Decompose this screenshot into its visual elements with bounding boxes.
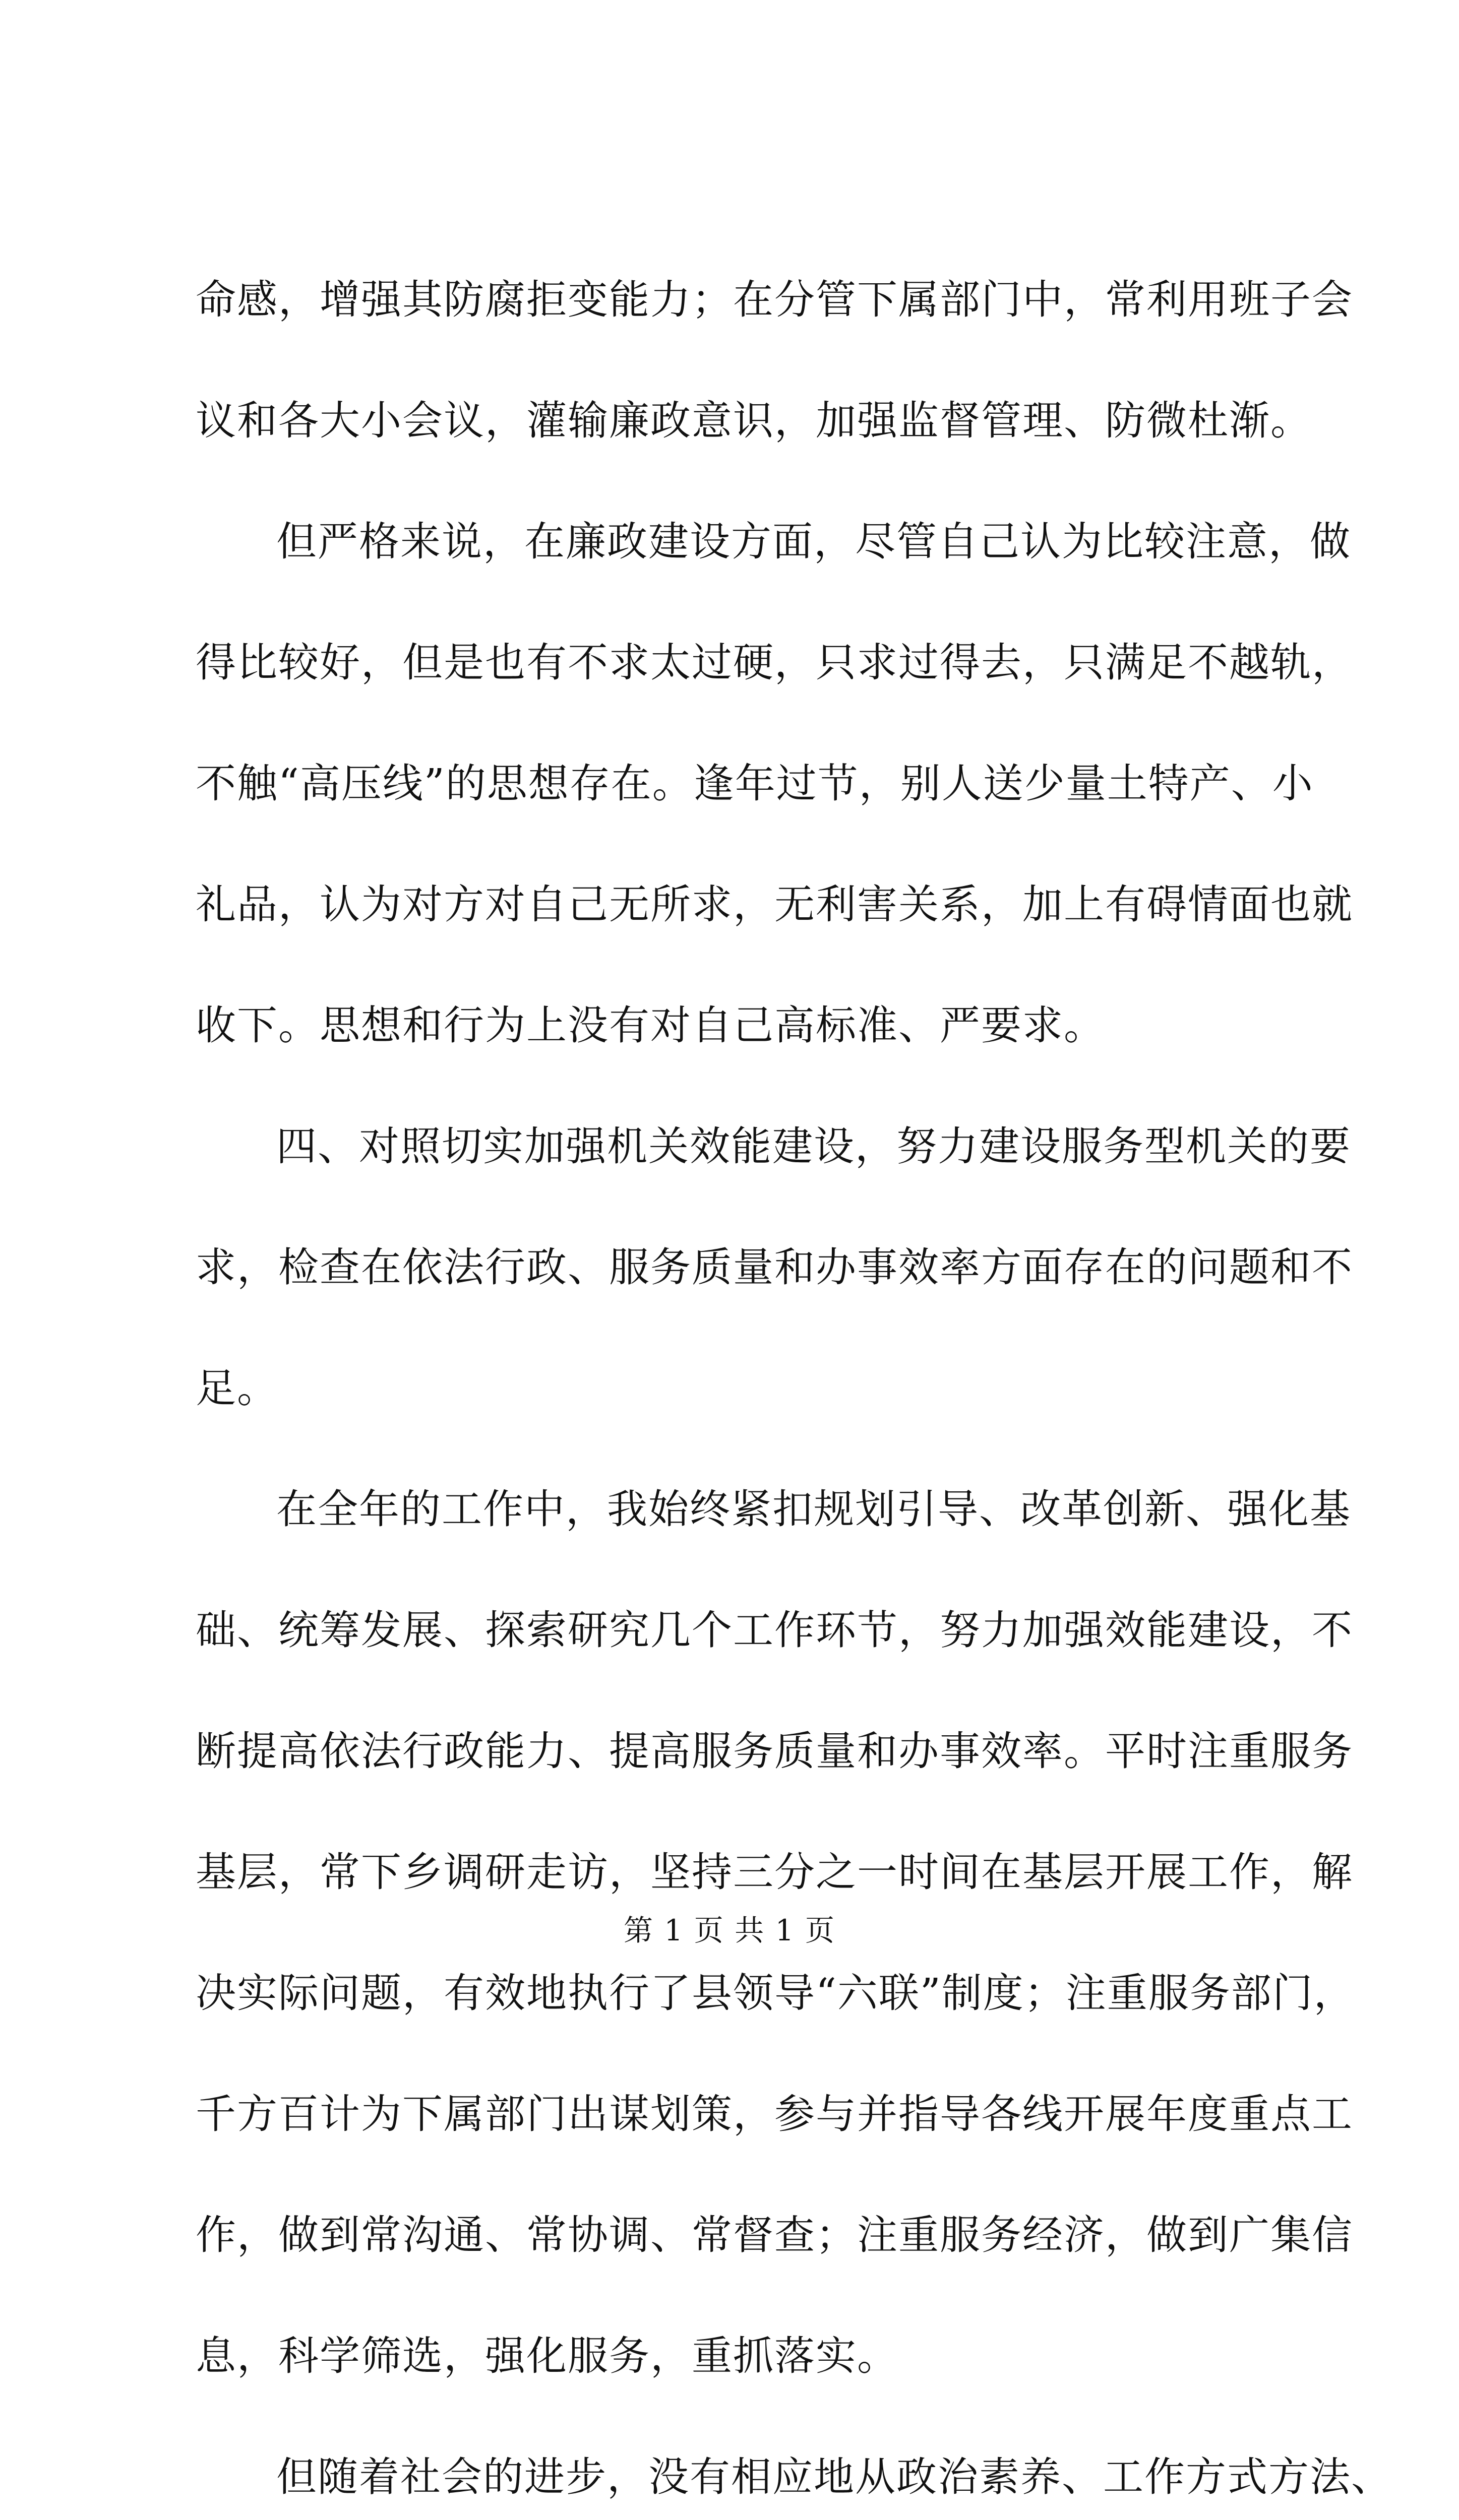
text-line: 得比较好，但是也有不求太过硬，只求过得去，只满足不越轨， (196, 639, 1353, 686)
text-line: 但严格来说，在廉政建设方面，尽管自己认为比较注意，做 (276, 518, 1351, 565)
text-line: 决实际问题，有效地执行了县领导“六联”制度；注重服务部门， (196, 1970, 1355, 2017)
text-line: 断提高依法行政能力、提高服务质量和办事效率。平时注重服务 (196, 1728, 1353, 1775)
text-line: 础、统筹发展、探索研究几个工作环节，努力加强效能建设，不 (196, 1607, 1353, 1654)
text-line: 息，科学筛选，强化服务，重抓落实。 (196, 2333, 898, 2379)
text-line: 命感，增强其防腐拒变能力；在分管下属部门中，常利用班子会 (196, 276, 1353, 323)
text-line: 千方百计为下属部门出谋划策，参与并指导各线开展年度重点工 (196, 2091, 1353, 2137)
text-line: 礼品，认为对方对自己无所求，无利害关系，加上有碍情面也就 (196, 881, 1353, 928)
page-number-label: 第 1 页 共 1 页 (624, 1913, 835, 1947)
text-line: 四、对照切实加强机关效能建设，努力建设服务型机关的要 (276, 1123, 1351, 1170)
page-footer (0, 1910, 1459, 1950)
text-line: 作，做到常沟通、常协调、常督查；注重服务经济，做到广集信 (196, 2212, 1353, 2258)
text-line: 足。 (196, 1365, 278, 1412)
text-line: 基层，常下乡调研走访，坚持三分之一时间在基层开展工作，解 (196, 1849, 1353, 1896)
text-line: 但随着社会的进步，没有相应地从政治素养、工作方式方法、 (276, 2453, 1392, 2500)
text-line: 不触“高压线”的思想存在。逢年过节，别人送少量土特产、小 (196, 760, 1314, 807)
text-line: 求，检查在依法行政、服务质量和办事效率方面存在的问题和不 (196, 1244, 1353, 1291)
text-line: 收下。思想和行为上没有对自己高标准、严要求。 (196, 1002, 1105, 1049)
text-line: 议和各大小会议，灌输廉政意识，加强监督管理、防微杜渐。 (196, 397, 1312, 444)
document-body (196, 270, 1392, 2520)
text-line: 在全年的工作中，我始终紧扣规划引导、改革创新、强化基 (276, 1486, 1351, 1533)
